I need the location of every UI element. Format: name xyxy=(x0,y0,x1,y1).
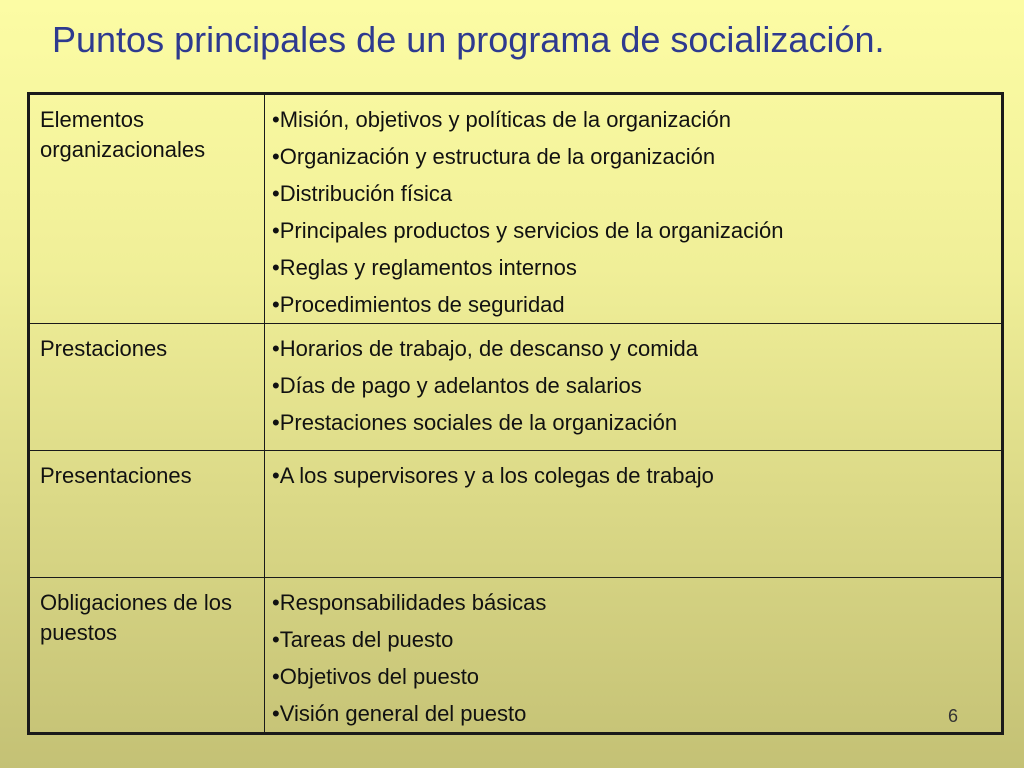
list-item: •Prestaciones sociales de la organización xyxy=(272,410,678,435)
table-row-benefits xyxy=(29,324,1003,451)
list-item: •Organización y estructura de la organización xyxy=(272,144,716,169)
list-item: •Visión general del puesto xyxy=(272,701,527,726)
items-cell xyxy=(265,578,1003,734)
list-item: •Objetivos del puesto xyxy=(272,664,480,689)
list-item: •Procedimientos de seguridad xyxy=(272,292,565,317)
list-item: •Días de pago y adelantos de salarios xyxy=(272,373,642,398)
category-cell: Elementos organizacionales xyxy=(29,94,265,324)
category-cell: Obligaciones de los puestos xyxy=(29,578,265,734)
table-row-organizational-elements xyxy=(29,94,1003,324)
list-item: •Responsabilidades básicas xyxy=(272,590,547,615)
items-cell xyxy=(265,324,1003,451)
list-item: •Principales productos y servicios de la organización xyxy=(272,218,784,243)
table-row-introductions xyxy=(29,451,1003,578)
table-row-job-duties xyxy=(29,578,1003,734)
list-item: •Tareas del puesto xyxy=(272,627,454,652)
list-item: •A los supervisores y a los colegas de trabajo xyxy=(272,463,714,488)
content-table xyxy=(27,92,1004,735)
slide-title: Puntos principales de un programa de socialización. xyxy=(52,19,885,60)
category-cell: Prestaciones xyxy=(29,324,265,451)
items-cell xyxy=(265,94,1003,324)
category-cell: Presentaciones xyxy=(29,451,265,578)
page-number: 6 xyxy=(948,706,959,726)
list-item: •Reglas y reglamentos internos xyxy=(272,255,577,280)
items-cell xyxy=(265,451,1003,578)
list-item: •Horarios de trabajo, de descanso y comida xyxy=(272,336,698,361)
list-item: •Misión, objetivos y políticas de la organización xyxy=(272,107,731,132)
list-item: •Distribución física xyxy=(272,181,453,206)
